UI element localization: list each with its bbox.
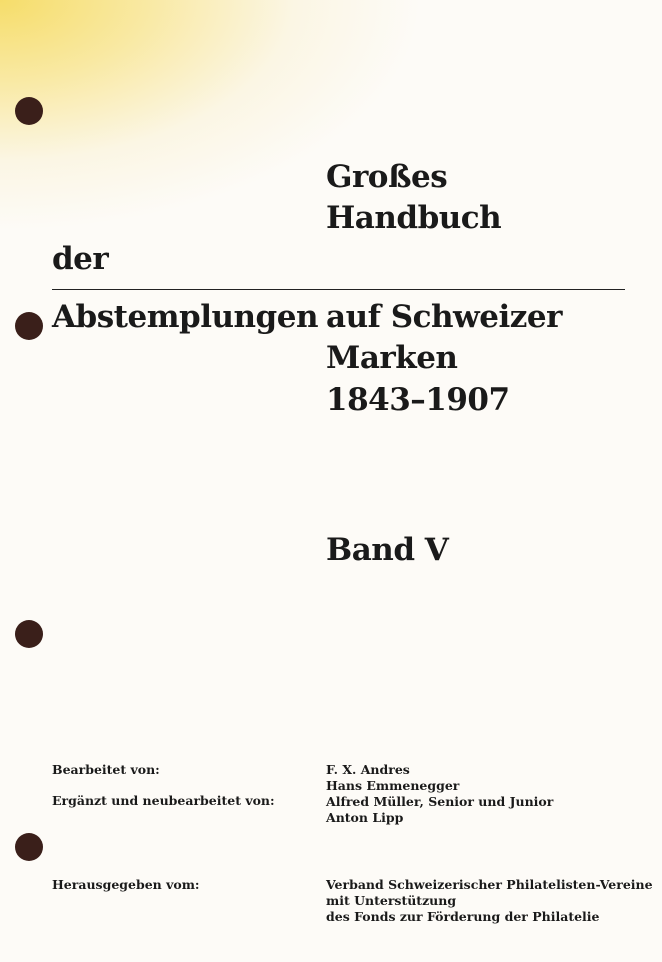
title-grosses: Großes: [326, 159, 448, 195]
edited-by-label: Bearbeitet von:: [52, 762, 160, 777]
title-abstemplungen: Abstemplungen: [52, 299, 318, 335]
punch-hole: [15, 97, 43, 125]
publisher-line: Verband Schweizerischer Philatelisten-Vereine: [326, 877, 653, 892]
punch-hole: [15, 312, 43, 340]
title-auf-schweizer: auf Schweizer: [326, 299, 562, 335]
title-handbuch: Handbuch: [326, 200, 502, 236]
title-rule: [52, 289, 625, 290]
supplemented-by-label: Ergänzt und neubearbeitet von:: [52, 793, 275, 808]
author-name: Hans Emmenegger: [326, 778, 460, 793]
publisher-line: mit Unterstützung: [326, 893, 457, 908]
publisher-line: des Fonds zur Förderung der Philatelie: [326, 909, 600, 924]
punch-hole: [15, 833, 43, 861]
punch-hole: [15, 620, 43, 648]
author-name: Anton Lipp: [326, 810, 404, 825]
author-name: F. X. Andres: [326, 762, 410, 777]
title-der: der: [52, 241, 109, 277]
published-by-label: Herausgegeben vom:: [52, 877, 200, 892]
title-years: 1843–1907: [326, 382, 510, 418]
volume-label: Band V: [326, 532, 449, 568]
title-marken: Marken: [326, 340, 458, 376]
author-name: Alfred Müller, Senior und Junior: [326, 794, 554, 809]
